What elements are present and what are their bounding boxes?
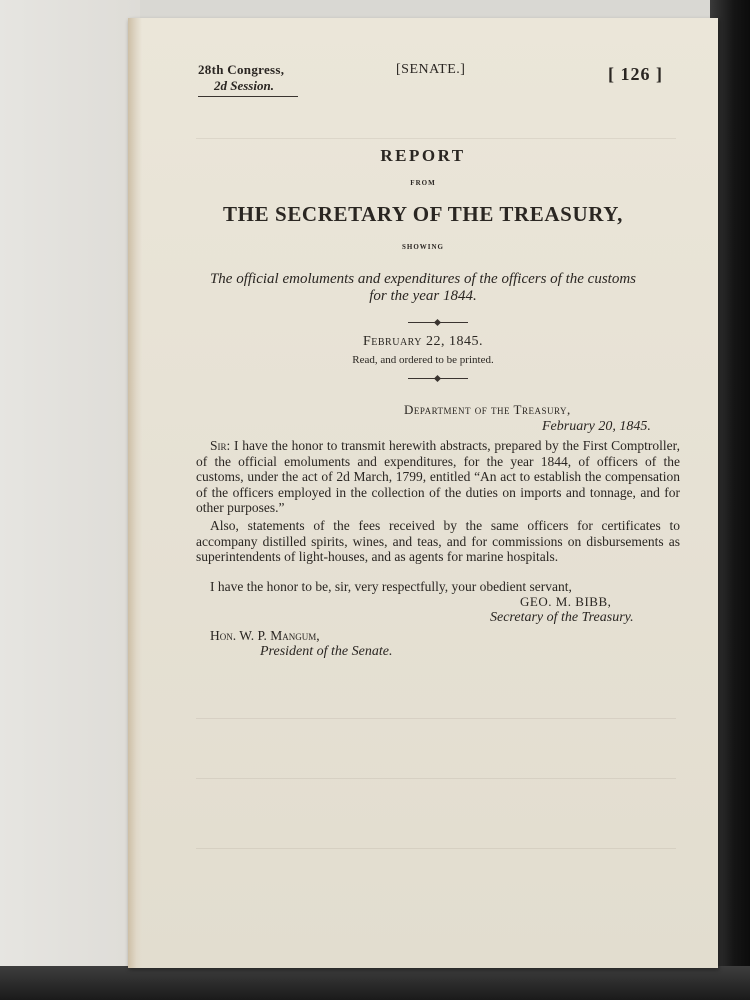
bleed-through-line [196, 848, 676, 849]
bleed-through-line [196, 778, 676, 779]
presented-date: February 22, 1845. [362, 334, 484, 349]
congress-number: 28th Congress, [198, 62, 285, 77]
letter-department: Department of the Treasury, [404, 402, 571, 417]
signer-title: Secretary of the Treasury. [490, 610, 634, 625]
paragraph-1-text: : I have the honor to transmit herewith abstracts, prepared by the First Comptroller, of the official emoluments and expenditures, for the year 1844, of officers of the customs, under the act of 2d March, 1799, entitled “An act to establish the compensation of the officers employed in the collection of the duties on imports and tonnage, and for other purposes.” [196, 438, 680, 515]
signer-name: GEO. M. BIBB, [520, 594, 612, 609]
bleed-through-line [196, 138, 676, 139]
chamber-label: [SENATE.] [396, 62, 466, 77]
letter-closing: I have the honor to be, sir, very respectfully, your obedient servant, [210, 579, 572, 594]
session-number: 2d Session. [214, 78, 274, 93]
author-heading: THE SECRETARY OF THE TREASURY, [223, 202, 623, 226]
session-underline [198, 96, 298, 97]
salutation: Sir [210, 438, 227, 453]
background-dark-base [0, 966, 750, 1000]
from-label: FROM [410, 179, 436, 187]
report-heading: REPORT [380, 146, 466, 165]
bleed-through-line [196, 718, 676, 719]
letter-paragraph-1 [196, 438, 680, 516]
divider-ornament [408, 320, 468, 326]
letter-date: February 20, 1845. [542, 419, 651, 434]
addressee-title: President of the Senate. [260, 644, 393, 659]
subject-line-2: for the year 1844. [369, 288, 477, 304]
divider-ornament [408, 376, 468, 382]
addressee-name: Hon. W. P. Mangum, [210, 628, 320, 643]
subject-line-1: The official emoluments and expenditures of the officers of the customs [209, 271, 637, 287]
document-page [128, 18, 718, 968]
background-surface [0, 0, 140, 1000]
print-order: Read, and ordered to be printed. [352, 354, 494, 366]
letter-paragraph-2: Also, statements of the fees received by the same officers for certificates to accompany distilled spirits, wines, and teas, and for commissions on disbursements as superintendents of light-houses, and as agents for marine hospitals. [196, 518, 680, 564]
document-number: [ 126 ] [608, 64, 663, 84]
showing-label: SHOWING [401, 243, 444, 251]
